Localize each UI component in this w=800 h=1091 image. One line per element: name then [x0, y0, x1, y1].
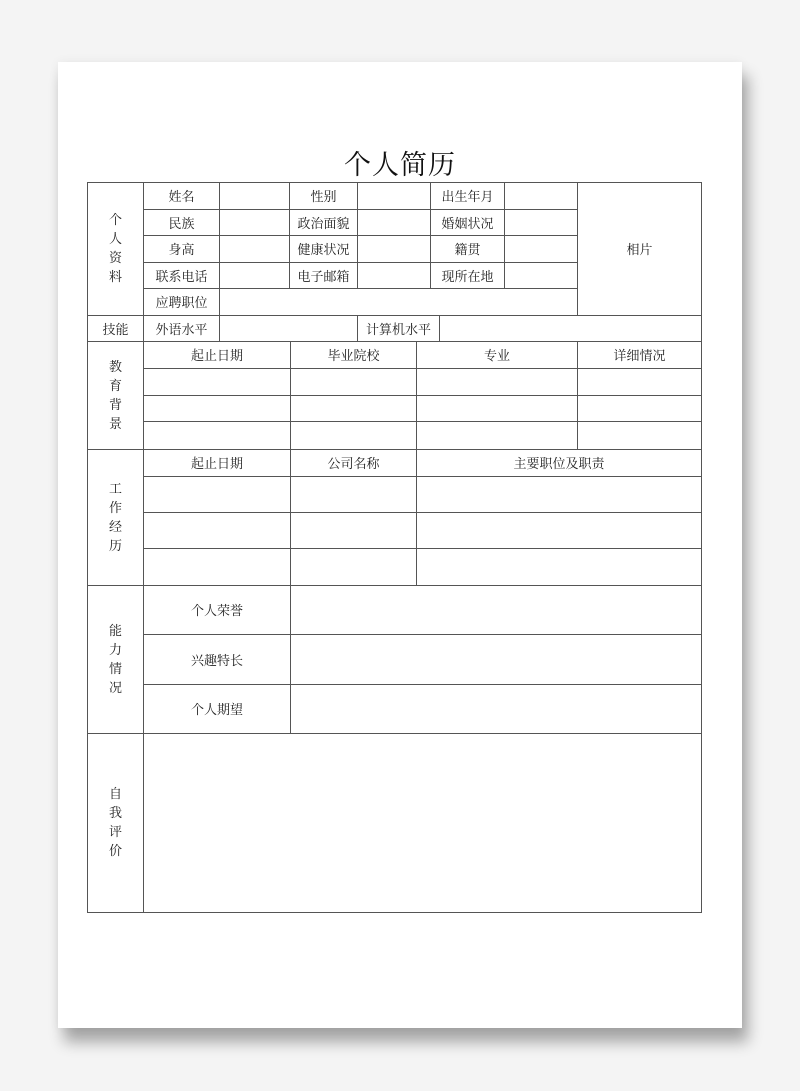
field-honors[interactable] — [291, 586, 701, 634]
field-email[interactable] — [358, 262, 430, 288]
field-self-evaluation[interactable] — [144, 734, 701, 912]
edu-row-3-major[interactable] — [417, 422, 577, 449]
label-applied-position: 应聘职位 — [155, 296, 208, 311]
field-computer-skill[interactable] — [440, 315, 701, 341]
label-expectations: 个人期望 — [190, 703, 243, 718]
edu-header-details: 详细情况 — [613, 349, 666, 364]
work-row-3-duties[interactable] — [417, 549, 701, 585]
label-current-location: 现所在地 — [441, 269, 494, 285]
section-label-personal: 个 人 资 料 — [108, 213, 122, 285]
edu-row-2-dates[interactable] — [144, 396, 290, 421]
edu-row-3-school[interactable] — [291, 422, 416, 449]
label-hobbies: 兴趣特长 — [190, 653, 243, 669]
field-height[interactable] — [220, 235, 289, 262]
field-birth-date[interactable] — [505, 182, 577, 209]
label-email: 电子邮箱 — [297, 269, 350, 285]
section-label-education: 教 育 背 景 — [108, 359, 122, 432]
field-marital-status[interactable] — [505, 209, 577, 235]
label-political-status: 政治面貌 — [297, 216, 350, 232]
field-foreign-language[interactable] — [220, 315, 357, 341]
label-marital-status: 婚姻状况 — [441, 216, 494, 232]
edu-row-1-details[interactable] — [578, 369, 701, 395]
field-current-location[interactable] — [505, 262, 577, 288]
edu-header-major: 专业 — [483, 349, 510, 364]
label-native-place: 籍贯 — [454, 243, 481, 258]
field-ethnicity[interactable] — [220, 209, 289, 235]
label-foreign-language: 外语水平 — [155, 322, 208, 338]
field-applied-position[interactable] — [220, 288, 577, 315]
work-header-duties: 主要职位及职责 — [513, 457, 605, 472]
field-political-status[interactable] — [358, 209, 430, 235]
label-computer-skill: 计算机水平 — [365, 322, 431, 338]
work-row-3-dates[interactable] — [144, 549, 290, 585]
page-title: 个人简历 — [344, 150, 456, 181]
edu-row-3-details[interactable] — [578, 422, 701, 449]
section-label-self-evaluation: 自 我 评 价 — [108, 787, 122, 859]
edu-row-1-dates[interactable] — [144, 369, 290, 395]
label-height: 身高 — [168, 243, 195, 258]
label-name: 姓名 — [168, 190, 195, 205]
work-row-1-duties[interactable] — [417, 477, 701, 512]
edu-header-school: 毕业院校 — [327, 349, 380, 364]
field-phone[interactable] — [220, 262, 289, 288]
label-phone: 联系电话 — [155, 269, 208, 285]
field-gender[interactable] — [358, 182, 430, 209]
work-header-company: 公司名称 — [327, 457, 380, 472]
work-row-2-duties[interactable] — [417, 513, 701, 548]
edu-row-1-major[interactable] — [417, 369, 577, 395]
label-gender: 性别 — [310, 190, 337, 205]
field-name[interactable] — [220, 182, 289, 209]
edu-row-3-dates[interactable] — [144, 422, 290, 449]
work-row-1-dates[interactable] — [144, 477, 290, 512]
label-birth-date: 出生年月 — [441, 190, 494, 205]
work-row-2-company[interactable] — [291, 513, 416, 548]
field-expectations[interactable] — [291, 685, 701, 733]
label-honors: 个人荣誉 — [190, 604, 243, 619]
work-row-2-dates[interactable] — [144, 513, 290, 548]
section-label-skills: 技能 — [102, 322, 129, 338]
edu-row-2-details[interactable] — [578, 396, 701, 421]
work-header-dates: 起止日期 — [190, 457, 243, 472]
section-label-ability: 能 力 情 况 — [108, 623, 122, 696]
label-ethnicity: 民族 — [168, 216, 195, 232]
section-label-work: 工 作 经 历 — [108, 481, 122, 554]
field-hobbies[interactable] — [291, 635, 701, 684]
work-row-3-company[interactable] — [291, 549, 416, 585]
work-row-1-company[interactable] — [291, 477, 416, 512]
edu-header-dates: 起止日期 — [190, 349, 243, 364]
label-health: 健康状况 — [297, 243, 350, 258]
photo-box[interactable]: 相片 — [626, 243, 653, 258]
field-native-place[interactable] — [505, 235, 577, 262]
edu-row-2-major[interactable] — [417, 396, 577, 421]
field-health[interactable] — [358, 235, 430, 262]
edu-row-2-school[interactable] — [291, 396, 416, 421]
edu-row-1-school[interactable] — [291, 369, 416, 395]
